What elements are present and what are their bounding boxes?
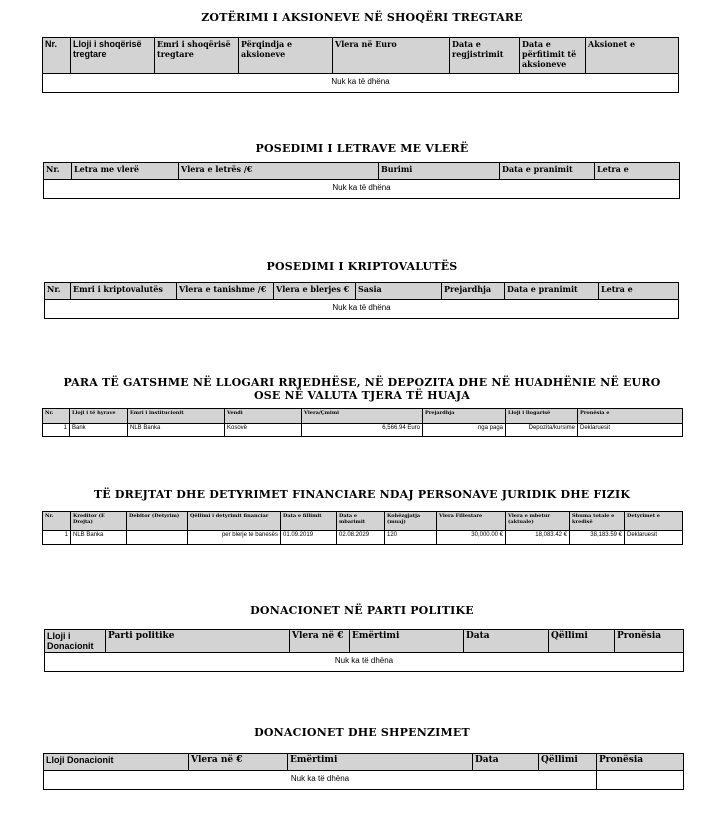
header-receipt-date: Data e pranimit — [500, 163, 595, 180]
crypto-empty-row — [45, 300, 679, 319]
shares-table — [42, 37, 679, 93]
obligations-section-title: TË DREJTAT DHE DETYRIMET FINANCIARE NDAJ PERSONAVE JURIDIK DHE FIZIK — [93, 488, 631, 501]
cash-header-row — [43, 409, 683, 424]
header-end-date: Data e mbarimit — [337, 512, 385, 531]
no-data-message: Nuk ka të dhëna — [45, 653, 684, 672]
header-origin: Prejardhja — [423, 409, 506, 424]
cell-initial-value: 30,000.00 € — [437, 531, 506, 545]
header-receipt-date: Data e pranimit — [505, 283, 599, 300]
cell-income-type: Bank — [70, 424, 128, 437]
cash-table — [42, 408, 683, 437]
header-political-party: Parti politike — [106, 630, 290, 653]
cash-section-title: PARA TË GATSHME NË LLOGARI RRJEDHËSE, NË DEPOZITA DHE NË HUADHËNIE NË EURO OSE NË VALUTA TJERA TË HUAJA — [63, 376, 661, 402]
political-header-row — [45, 630, 684, 653]
no-data-message: Nuk ka të dhëna — [43, 74, 679, 93]
header-registration-date: Data e regjistrimit — [450, 38, 520, 74]
cell-account-type: Depozita/kursime — [506, 424, 578, 437]
donations-table — [43, 753, 684, 790]
header-origin: Prejardhja — [442, 283, 505, 300]
cell-end-date: 02.08.2029 — [337, 531, 385, 545]
header-institution: Emri i institucionit — [128, 409, 225, 424]
header-purpose: Qëllimi — [549, 630, 615, 653]
political-empty-row — [45, 653, 684, 672]
header-nr: Nr. — [43, 38, 71, 74]
header-country: Vendi — [225, 409, 302, 424]
header-start-date: Data e fillimit — [281, 512, 337, 531]
header-value-euro: Vlera në € — [290, 630, 350, 653]
cell-owner: Deklaruesit — [625, 531, 683, 545]
header-owner: Letra e — [599, 283, 679, 300]
political-donations-table — [44, 629, 684, 672]
cell-debtor — [127, 531, 188, 545]
header-name: Emërtimi — [288, 754, 473, 771]
cell-start-date: 01.09.2019 — [281, 531, 337, 545]
cell-ownership: Deklaruesit — [578, 424, 683, 437]
obligations-table — [42, 511, 683, 545]
header-debtor: Debitor (Detyrim) — [127, 512, 188, 531]
header-duration: Kohëzgjatja (muaj) — [385, 512, 437, 531]
securities-table — [43, 162, 680, 199]
header-share-percent: Përqindja e aksioneve — [239, 38, 333, 74]
cell-nr: 1 — [43, 424, 70, 437]
cell-purpose: per blerje te banesës — [188, 531, 281, 545]
header-current-value: Vlera e tanishme /€ — [177, 283, 274, 300]
header-owner: Letra e — [595, 163, 680, 180]
empty-ownership-cell — [597, 771, 684, 790]
cell-nr: 1 — [43, 531, 71, 545]
header-value-euro: Vlera në € — [189, 754, 288, 771]
header-account-type: Lloji i llogarisë — [506, 409, 578, 424]
header-creditor: Kreditor (E Drejta) — [71, 512, 127, 531]
header-total-credit: Shuma totale e kredisë — [570, 512, 625, 531]
table-row — [43, 531, 683, 545]
crypto-section-title: POSEDIMI I KRIPTOVALUTËS — [266, 260, 458, 273]
cell-duration: 120 — [385, 531, 437, 545]
header-purpose: Qëllimi i detyrimit financiar — [188, 512, 281, 531]
header-date: Data — [473, 754, 539, 771]
header-ownership: Pronësia — [597, 754, 684, 771]
header-security: Letra me vlerë — [72, 163, 179, 180]
header-value: Vlera/Çmimi — [302, 409, 423, 424]
header-income-type: Lloji i të hyrave — [70, 409, 128, 424]
header-nr: Nr. — [43, 512, 71, 531]
cell-remaining-value: 18,083.42 € — [506, 531, 570, 545]
cell-creditor: NLB Banka — [71, 531, 127, 545]
header-purpose: Qëllimi — [539, 754, 597, 771]
crypto-table — [44, 282, 679, 319]
shares-empty-row — [43, 74, 679, 93]
header-nr: Nr. — [45, 283, 71, 300]
header-obligations-owner: Detyrimet e — [625, 512, 683, 531]
header-purchase-value: Vlera e blerjes € — [274, 283, 356, 300]
cell-origin: nga paga — [423, 424, 506, 437]
table-row — [43, 424, 683, 437]
securities-empty-row — [44, 180, 680, 199]
shares-header-row — [43, 38, 679, 74]
header-security-value: Vlera e letrës /€ — [179, 163, 379, 180]
securities-section-title: POSEDIMI I LETRAVE ME VLERË — [255, 142, 469, 155]
header-source: Burimi — [379, 163, 500, 180]
header-nr: Nr. — [44, 163, 72, 180]
header-quantity: Sasia — [356, 283, 442, 300]
no-data-message: Nuk ka të dhëna — [44, 180, 680, 199]
header-nr: Nr. — [43, 409, 70, 424]
header-value-euro: Vlera në Euro — [333, 38, 450, 74]
header-company-name: Emri i shoqërisë tregtare — [155, 38, 239, 74]
political-section-title: DONACIONET NË PARTI POLITIKE — [250, 604, 474, 617]
header-crypto-name: Emri i kriptovalutës — [71, 283, 177, 300]
header-remaining-value: Vlera e mbetur (aktuale) — [506, 512, 570, 531]
securities-header-row — [44, 163, 680, 180]
header-donation-type: Lloji i Donacionit — [45, 630, 106, 653]
donations-header-row — [44, 754, 684, 771]
header-initial-value: Vlera Fillestare — [437, 512, 506, 531]
donations-section-title: DONACIONET DHE SHPENZIMET — [254, 726, 470, 739]
obligations-header-row — [43, 512, 683, 531]
header-donation-type: Lloji Donacionit — [44, 754, 189, 771]
shares-section-title: ZOTËRIMI I AKSIONEVE NË SHOQËRI TREGTARE — [201, 11, 523, 24]
header-name: Emërtimi — [350, 630, 464, 653]
header-ownership: Pronësia — [615, 630, 684, 653]
no-data-message: Nuk ka të dhëna — [45, 300, 679, 319]
cell-total-credit: 38,183.59 € — [570, 531, 625, 545]
no-data-message: Nuk ka të dhëna — [44, 771, 597, 790]
header-company-type: Lloji i shoqërisë tregtare — [71, 38, 155, 74]
header-ownership: Pronësia e — [578, 409, 683, 424]
crypto-header-row — [45, 283, 679, 300]
cell-country: Kosovë — [225, 424, 302, 437]
header-date: Data — [464, 630, 549, 653]
header-acquisition-date: Data e përfitimit të aksioneve — [520, 38, 586, 74]
cell-value: 6,566.94 Euro — [302, 424, 423, 437]
donations-empty-row — [44, 771, 684, 790]
cell-institution: NLB Banka — [128, 424, 225, 437]
header-shares-owner: Aksionet e — [586, 38, 679, 74]
